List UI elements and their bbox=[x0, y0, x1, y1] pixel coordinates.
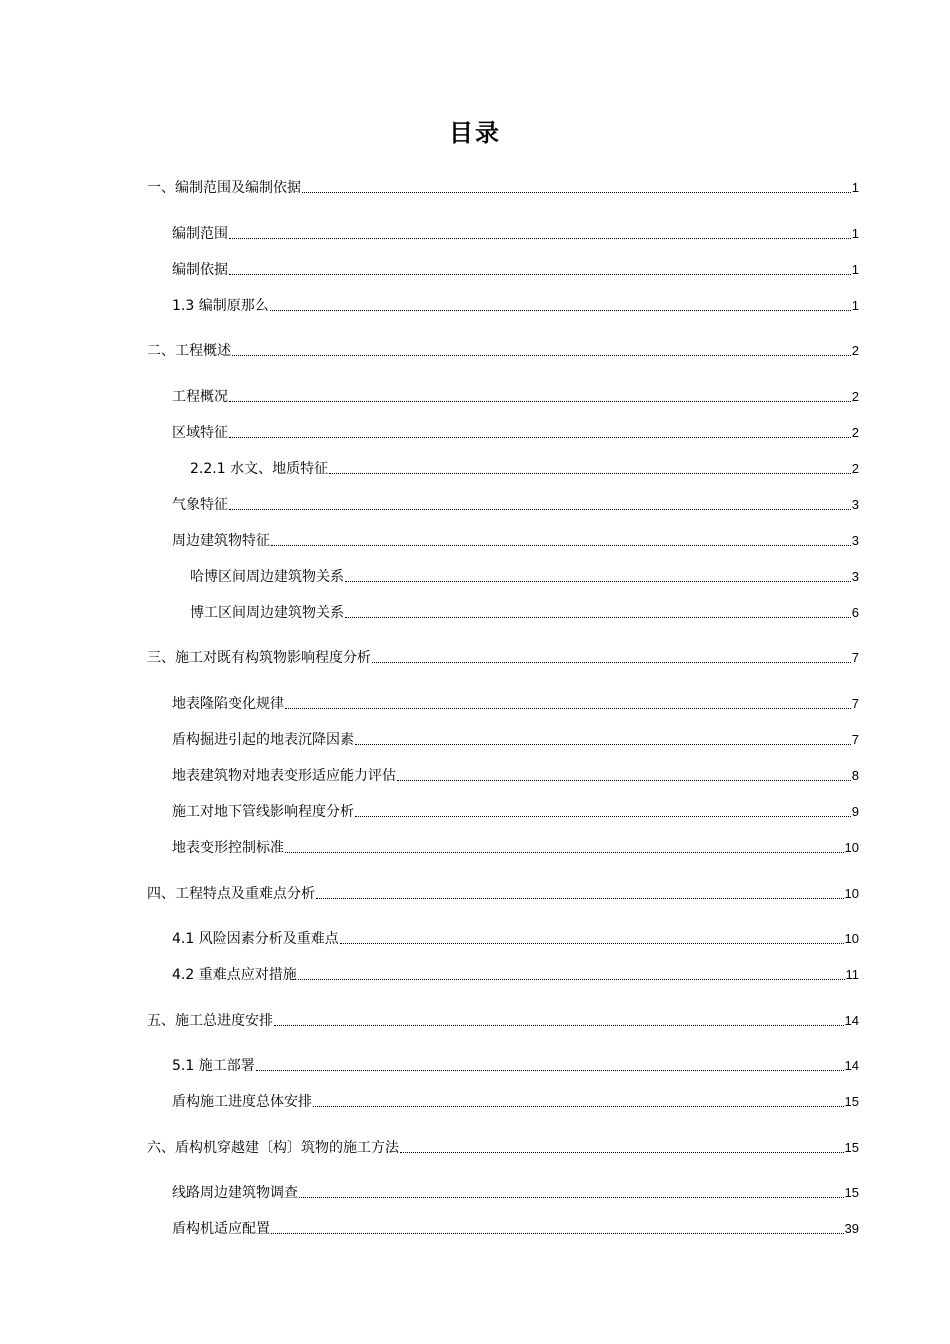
toc-page-number: 2 bbox=[851, 425, 859, 440]
toc-page-number: 3 bbox=[851, 569, 859, 584]
toc-entry[interactable] bbox=[172, 495, 859, 515]
toc-page-number: 7 bbox=[851, 696, 859, 711]
toc-entry[interactable] bbox=[172, 1092, 859, 1112]
toc-entry[interactable] bbox=[190, 459, 859, 479]
toc-entry[interactable] bbox=[190, 603, 859, 623]
toc-page-number: 1 bbox=[851, 262, 859, 277]
toc-entry[interactable] bbox=[172, 802, 859, 822]
toc-dot-leader bbox=[271, 1233, 844, 1234]
toc-dot-leader bbox=[229, 509, 851, 510]
toc-dot-leader bbox=[256, 1070, 844, 1071]
toc-entry-text: 盾构施工进度总体安排 bbox=[172, 1094, 312, 1110]
toc-entry[interactable] bbox=[172, 838, 859, 858]
toc-page-number: 39 bbox=[844, 1221, 859, 1236]
toc-dot-leader bbox=[329, 473, 851, 474]
toc-entry-text: 4.2 重难点应对措施 bbox=[172, 967, 297, 983]
toc-entry[interactable] bbox=[190, 567, 859, 587]
toc-entry-text: 盾构掘进引起的地表沉降因素 bbox=[172, 732, 354, 748]
toc-page-number: 1 bbox=[851, 298, 859, 313]
toc-entry[interactable] bbox=[172, 224, 859, 244]
toc-page-number: 10 bbox=[844, 840, 859, 855]
toc-dot-leader bbox=[400, 1152, 844, 1153]
toc-entry[interactable] bbox=[147, 341, 859, 361]
toc-page-number: 15 bbox=[844, 1094, 859, 1109]
toc-entry[interactable] bbox=[172, 260, 859, 280]
toc-entry-text: 地表变形控制标准 bbox=[172, 840, 284, 856]
toc-dot-leader bbox=[340, 943, 844, 944]
toc-dot-leader bbox=[232, 355, 851, 356]
toc-entry-text: 一、编制范围及编制依据 bbox=[147, 180, 301, 196]
toc-page-number: 14 bbox=[844, 1013, 859, 1028]
toc-dot-leader bbox=[302, 192, 851, 193]
toc-page-number: 9 bbox=[851, 804, 859, 819]
toc-dot-leader bbox=[271, 545, 851, 546]
toc-entry[interactable] bbox=[172, 730, 859, 750]
toc-entry-text: 哈博区间周边建筑物关系 bbox=[190, 569, 344, 585]
toc-entry-text: 2.2.1 水文、地质特征 bbox=[190, 461, 329, 477]
toc-page-number: 10 bbox=[844, 886, 859, 901]
toc-entry[interactable] bbox=[172, 1183, 859, 1203]
toc-entry-text: 施工对地下管线影响程度分析 bbox=[172, 804, 354, 820]
toc-entry-text: 盾构机适应配置 bbox=[172, 1221, 270, 1237]
toc-dot-leader bbox=[372, 662, 851, 663]
toc-entry[interactable] bbox=[172, 423, 859, 443]
toc-entry[interactable] bbox=[172, 694, 859, 714]
toc-entry[interactable] bbox=[172, 296, 859, 316]
toc-dot-leader bbox=[345, 617, 851, 618]
toc-entry[interactable] bbox=[172, 965, 859, 985]
toc-page-number: 10 bbox=[844, 931, 859, 946]
toc-entry[interactable] bbox=[172, 929, 859, 949]
toc-page-number: 6 bbox=[851, 605, 859, 620]
toc-page-number: 2 bbox=[851, 461, 859, 476]
toc-page-number: 8 bbox=[851, 768, 859, 783]
toc-dot-leader bbox=[229, 437, 851, 438]
toc-entry-text: 三、施工对既有构筑物影响程度分析 bbox=[147, 650, 371, 666]
toc-page-number: 2 bbox=[851, 343, 859, 358]
toc-entry[interactable] bbox=[172, 766, 859, 786]
toc-page-number: 15 bbox=[844, 1185, 859, 1200]
toc-page-number: 15 bbox=[844, 1140, 859, 1155]
toc-entry-text: 地表建筑物对地表变形适应能力评估 bbox=[172, 768, 396, 784]
toc-entry[interactable] bbox=[147, 884, 859, 904]
toc-entry[interactable] bbox=[172, 387, 859, 407]
toc-page-number: 2 bbox=[851, 389, 859, 404]
toc-entry-text: 四、工程特点及重难点分析 bbox=[147, 886, 315, 902]
toc-page-number: 11 bbox=[845, 967, 859, 982]
toc-entry-text: 编制依据 bbox=[172, 262, 228, 278]
toc-dot-leader bbox=[285, 708, 851, 709]
toc-entry[interactable] bbox=[147, 648, 859, 668]
toc-page-number: 1 bbox=[851, 180, 859, 195]
toc-dot-leader bbox=[229, 401, 851, 402]
toc-entry-text: 地表隆陷变化规律 bbox=[172, 696, 284, 712]
toc-dot-leader bbox=[229, 274, 851, 275]
toc-page-number: 3 bbox=[851, 497, 859, 512]
toc-entry[interactable] bbox=[172, 1219, 859, 1239]
page-title: 目录 bbox=[449, 119, 501, 147]
toc-entry-text: 五、施工总进度安排 bbox=[147, 1013, 273, 1029]
toc-entry-text: 线路周边建筑物调查 bbox=[172, 1185, 298, 1201]
toc-entry[interactable] bbox=[172, 531, 859, 551]
toc-dot-leader bbox=[285, 852, 844, 853]
toc-page-number: 3 bbox=[851, 533, 859, 548]
toc-dot-leader bbox=[270, 310, 851, 311]
toc-entry-text: 六、盾构机穿越建〔构〕筑物的施工方法 bbox=[147, 1140, 399, 1156]
toc-entry-text: 博工区间周边建筑物关系 bbox=[190, 605, 344, 621]
toc-dot-leader bbox=[229, 238, 851, 239]
toc-entry[interactable] bbox=[147, 178, 859, 198]
toc-entry-text: 气象特征 bbox=[172, 497, 228, 513]
toc-page-number: 1 bbox=[851, 226, 859, 241]
toc-entry-text: 周边建筑物特征 bbox=[172, 533, 270, 549]
toc-entry[interactable] bbox=[172, 1056, 859, 1076]
toc-dot-leader bbox=[298, 979, 845, 980]
toc-entry-text: 区域特征 bbox=[172, 425, 228, 441]
toc-entry-text: 二、工程概述 bbox=[147, 343, 231, 359]
toc-dot-leader bbox=[313, 1106, 844, 1107]
toc-entry-text: 4.1 风险因素分析及重难点 bbox=[172, 931, 339, 947]
toc-dot-leader bbox=[316, 898, 844, 899]
toc-page-number: 14 bbox=[844, 1058, 859, 1073]
toc-dot-leader bbox=[397, 780, 851, 781]
toc-page-number: 7 bbox=[851, 650, 859, 665]
toc-dot-leader bbox=[355, 744, 851, 745]
toc-entry-text: 1.3 编制原那么 bbox=[172, 298, 269, 314]
toc-entry[interactable] bbox=[147, 1138, 859, 1158]
toc-dot-leader bbox=[355, 816, 851, 817]
toc-entry-text: 编制范围 bbox=[172, 226, 228, 242]
toc-dot-leader bbox=[345, 581, 851, 582]
toc-page-number: 7 bbox=[851, 732, 859, 747]
toc-dot-leader bbox=[274, 1025, 844, 1026]
toc-entry[interactable] bbox=[147, 1011, 859, 1031]
toc-entry-text: 工程概况 bbox=[172, 389, 228, 405]
toc-dot-leader bbox=[299, 1197, 844, 1198]
toc-entry-text: 5.1 施工部署 bbox=[172, 1058, 255, 1074]
